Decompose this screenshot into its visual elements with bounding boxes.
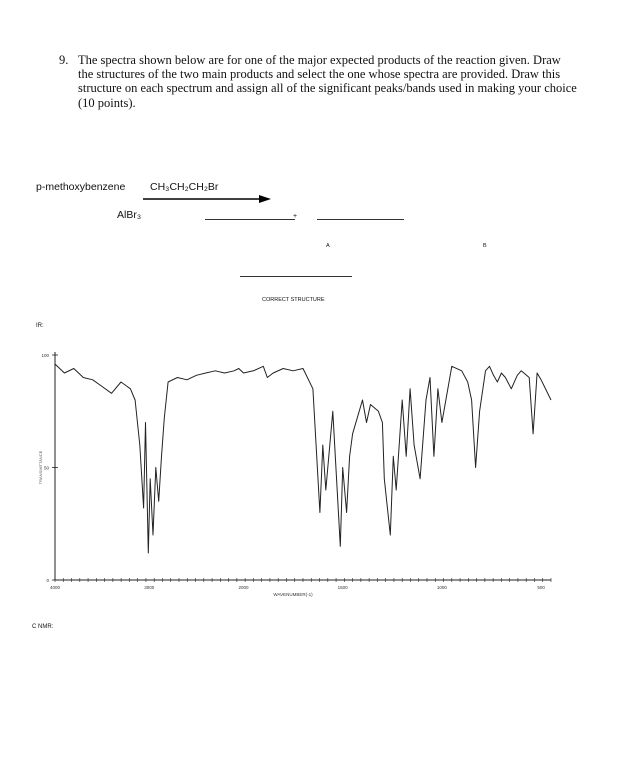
y-axis-label: TRANSMITTANCE — [38, 450, 43, 485]
ir-series-line — [55, 364, 551, 553]
x-tick-label: 500 — [537, 585, 545, 590]
x-axis-label: WAVENUMBER(-1) — [273, 592, 313, 597]
x-tick-label: 1000 — [436, 585, 447, 590]
y-tick-label: 50 — [43, 465, 49, 471]
cnmr-label: C NMR: — [32, 624, 54, 630]
plus-sign: + — [293, 213, 298, 220]
x-tick-label: 3000 — [144, 585, 155, 590]
x-tick-label: 4000 — [49, 585, 61, 590]
x-tick-label: 1500 — [337, 585, 348, 590]
x-tick-label: 2000 — [238, 585, 249, 590]
product-b-label: B — [483, 243, 487, 249]
question-text: The spectra shown below are for one of the major expected products of the reaction given. Draw the structures of the two main products and select the one whose spectra are provided. Draw this structure on each spectrum and assign all of the significant peaks/bands used in making your choice (10 points). — [78, 53, 577, 110]
y-tick-label: 0 — [46, 578, 49, 583]
catalyst-label: AlBr₃ — [117, 209, 142, 221]
reagent-label: CH₃CH₂CH₂Br — [150, 181, 219, 193]
product-a-label: A — [326, 243, 330, 249]
correct-structure-label: CORRECT STRUCTURE — [262, 297, 325, 303]
reactant-label: p-methoxybenzene — [36, 181, 126, 193]
ir-label: IR: — [36, 323, 44, 329]
y-tick-label: 100 — [41, 353, 49, 358]
question-number: 9. — [59, 53, 69, 67]
